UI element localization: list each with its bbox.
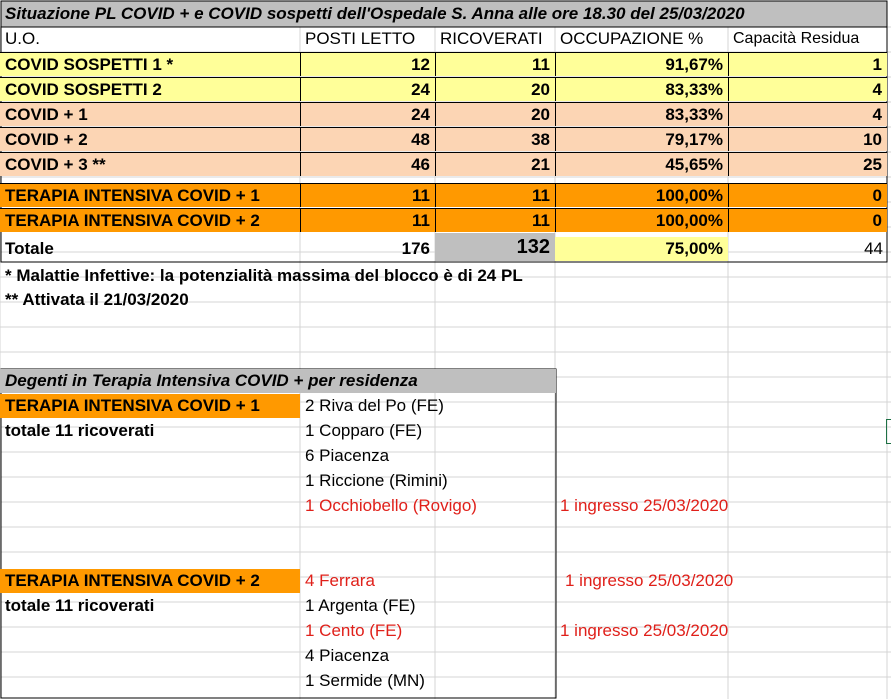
row-uo[interactable]: COVID + 2 [0,127,300,151]
header-posti-letto[interactable]: POSTI LETTO [305,29,416,48]
totale-occupazione[interactable]: 75,00% [555,237,728,261]
row-posti-letto[interactable]: 46 [300,152,435,176]
row-posti-letto[interactable]: 11 [300,208,435,232]
residence-item[interactable]: 1 Cento (FE) [305,621,403,640]
totale-label[interactable]: Totale [5,239,54,258]
note-1[interactable]: * Malattie Infettive: la potenzialità massima del blocco è di 24 PL [5,266,523,285]
row-occupazione[interactable]: 91,67% [555,52,728,76]
row-posti-letto[interactable]: 11 [300,183,435,207]
row-ricoverati[interactable]: 20 [435,102,555,126]
residence-item[interactable]: 1 Occhiobello (Rovigo) [305,496,477,515]
selected-cell-edge[interactable] [886,419,891,444]
group-total[interactable]: totale 11 ricoverati [5,596,155,615]
row-occupazione[interactable]: 83,33% [555,77,728,101]
row-capacita-residua[interactable]: 0 [728,208,887,232]
residence-item[interactable]: 1 Copparo (FE) [305,421,423,440]
residence-item[interactable]: 2 Riva del Po (FE) [305,396,444,415]
row-capacita-residua[interactable]: 4 [728,102,887,126]
row-capacita-residua[interactable]: 0 [728,183,887,207]
row-capacita-residua[interactable]: 4 [728,77,887,101]
row-posti-letto[interactable]: 24 [300,77,435,101]
row-uo[interactable]: COVID SOSPETTI 1 * [0,52,300,76]
header-ricoverati[interactable]: RICOVERATI [440,29,543,48]
row-uo[interactable]: TERAPIA INTENSIVA COVID + 1 [0,183,300,207]
totale-ricoverati[interactable]: 132 [435,233,555,261]
row-ricoverati[interactable]: 11 [435,208,555,232]
row-ricoverati[interactable]: 11 [435,52,555,76]
row-ricoverati[interactable]: 11 [435,183,555,207]
row-occupazione[interactable]: 45,65% [555,152,728,176]
header-capacita-residua[interactable]: Capacità Residua [733,30,860,47]
residence-item[interactable]: 1 Argenta (FE) [305,596,416,615]
header-occupazione[interactable]: OCCUPAZIONE % [560,29,704,48]
residence-item[interactable]: 1 Sermide (MN) [305,671,425,690]
row-occupazione[interactable]: 100,00% [555,183,728,207]
group-name[interactable]: TERAPIA INTENSIVA COVID + 2 [0,569,300,593]
row-ricoverati[interactable]: 20 [435,77,555,101]
row-capacita-residua[interactable]: 10 [728,127,887,151]
row-ricoverati[interactable]: 21 [435,152,555,176]
admission-note[interactable]: 1 ingresso 25/03/2020 [565,571,734,590]
group-name[interactable]: TERAPIA INTENSIVA COVID + 1 [0,394,300,418]
row-uo[interactable]: COVID + 3 ** [0,152,300,176]
row-occupazione[interactable]: 83,33% [555,102,728,126]
row-capacita-residua[interactable]: 1 [728,52,887,76]
totale-residua[interactable]: 44 [864,239,883,258]
row-occupazione[interactable]: 100,00% [555,208,728,232]
row-posti-letto[interactable]: 24 [300,102,435,126]
row-posti-letto[interactable]: 12 [300,52,435,76]
admission-note[interactable]: 1 ingresso 25/03/2020 [560,496,729,515]
row-uo[interactable]: TERAPIA INTENSIVA COVID + 2 [0,208,300,232]
admission-note[interactable]: 1 ingresso 25/03/2020 [560,621,729,640]
note-2[interactable]: ** Attivata il 21/03/2020 [5,290,189,309]
residence-item[interactable]: 6 Piacenza [305,446,390,465]
row-occupazione[interactable]: 79,17% [555,127,728,151]
residence-item[interactable]: 4 Ferrara [305,571,375,590]
residence-item[interactable]: 4 Piacenza [305,646,390,665]
row-capacita-residua[interactable]: 25 [728,152,887,176]
group-total[interactable]: totale 11 ricoverati [5,421,155,440]
residence-item[interactable]: 1 Riccione (Rimini) [305,471,448,490]
sheet-title[interactable]: Situazione PL COVID + e COVID sospetti dell'Ospedale S. Anna alle ore 18.30 del 25/03/2020 [5,4,745,23]
totale-posti[interactable]: 176 [401,239,430,258]
row-uo[interactable]: COVID SOSPETTI 2 [0,77,300,101]
header-uo[interactable]: U.O. [5,29,40,48]
row-uo[interactable]: COVID + 1 [0,102,300,126]
section2-title[interactable]: Degenti in Terapia Intensiva COVID + per residenza [0,369,556,393]
row-posti-letto[interactable]: 48 [300,127,435,151]
row-ricoverati[interactable]: 38 [435,127,555,151]
